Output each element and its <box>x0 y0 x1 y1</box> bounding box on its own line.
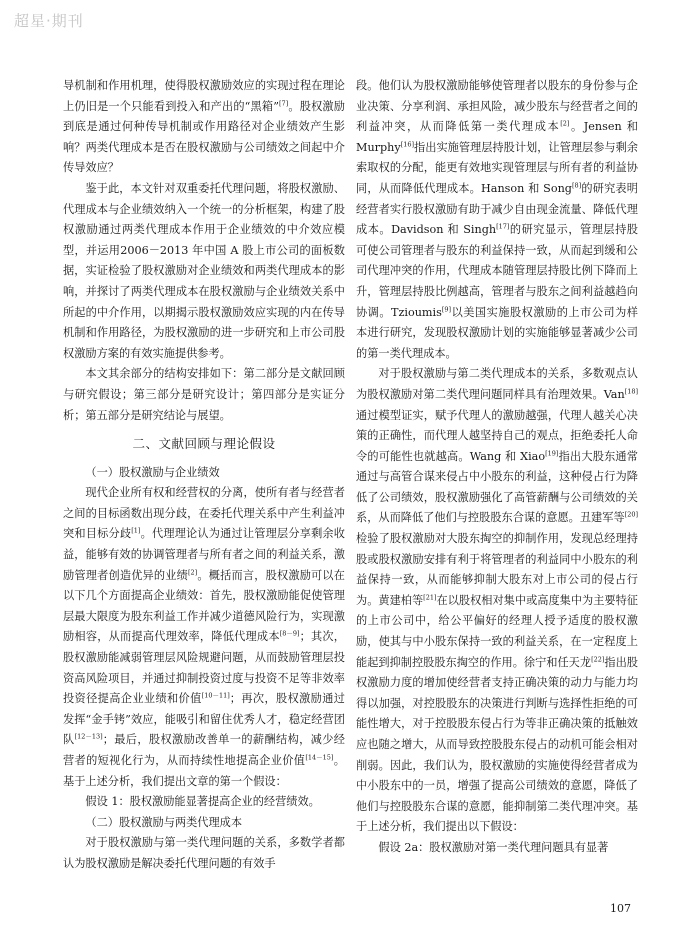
paragraph: 对于股权激励与第二类代理成本的关系，多数观点认为股权激励对第二类代理问题同样具有治理效果。Van[18]通过模型证实，赋予代理人的激励越强，代理人越关心决策的正确性，而代理人越坚持自己的观点，拒绝委托人命令的可能性也就越高。Wang 和 Xiao[19]指出大股东通常通过与高管合谋来侵占中小股东的利益，这种侵占行为降低了公司绩效，股权激励强化了高管薪酬与公司绩效的关系，从而降低了他们与控股股东合谋的意愿。丑建军等[20]检验了股权激励对大股东掏空的抑制作用，发现总经理持股或股权激励安排有利于将管理者的利益同中小股东的利益保持一致，从而能够抑制大股东对上市公司的侵占行为。黄建柏等[21]在以股权相对集中或高度集中为主要特征的上市公司中，给公平偏好的经理人授予适度的股权激励，使其与中小股东保持一致的利益关系，在一定程度上能起到抑制控股股东掏空的作用。徐宁和任天龙[22]指出股权激励力度的增加使经营者支持正确决策的动力与能力均得以加强，对控股股东的决策进行判断与选择性拒绝的可能性增大，对于控股股东侵占行为等非正确决策的抵触效应也随之增大，从而导致控股股东侵占的动机可能会相对削弱。因此，我们认为，股权激励的实施使得经营者成为中小股东中的一员，增强了提高公司绩效的意愿，降低了他们与控股股东合谋的意愿，能抑制第二类代理冲突。基于上述分析，我们提出以下假设： <box>356 367 638 834</box>
hypothesis-2a: 假设 2a：股权激励对第一类代理问题具有显著 <box>378 840 609 854</box>
subsection-heading: （一）股权激励与企业绩效 <box>85 465 220 479</box>
citation: [8－9] <box>279 629 300 638</box>
right-column <box>356 76 638 859</box>
citation: [16] <box>400 140 415 149</box>
citation: [20] <box>624 510 638 519</box>
paragraph: 段。他们认为股权激励能够使管理者以股东的身份参与企业决策、分享利润、承担风险，减少股东与经营者之间的利益冲突，从而降低第一类代理成本[2]。Jensen 和 Murphy[16]指出实施管理层持股计划，让管理层参与剩余索取权的分配，能更有效地实现管理层与所有者的利益协同，从而降低代理成本。Hanson 和 Song[8]的研究表明经营者实行股权激励有助于减少自由现金流量、降低代理成本。Davidson 和 Singh[17]的研究显示，管理层持股可使公司管理者与股东的利益保持一致，从而起到缓和公司代理冲突的作用，代理成本随管理层持股比例下降而上升，管理层持股比例越高，管理者与股东之间利益越趋向协调。Tzioumis[9]以美国实施股权激励的上市公司为样本进行研究，发现股权激励计划的实施能够显著减少公司的第一类代理成本。 <box>356 79 638 360</box>
citation: [14－15] <box>305 753 334 762</box>
paragraph: 对于股权激励与第一类代理问题的关系，多数学者都认为股权激励是解决委托代理问题的有效手 <box>63 836 345 870</box>
paragraph: 现代企业所有权和经营权的分离，使所有者与经营者之间的目标函数出现分歧，在委托代理关系中产生利益冲突和目标分歧[1]。代理理论认为通过让管理层分享剩余收益，能够有效的协调管理者与所有者之间的利益关系，激励管理者创造优异的业绩[2]。概括而言，股权激励可以在以下几个方面提高企业绩效：首先，股权激励能促使管理层最大限度为股东利益工作并减少道德风险行为，实现激励相容，从而提高代理效率，降低代理成本[8－9]；其次，股权激励能减弱管理层风险规避问题，从而鼓励管理层投资高风险项目，并通过抑制投资过度与投资不足等非效率投资径提高企业业绩和价值[10－11]；再次，股权激励通过发挥“金手铐”效应，能吸引和留住优秀人才，稳定经营团队[12－13]；最后，股权激励改善单一的薪酬结构，减少经营者的短视化行为，从而持续性地提高企业价值[14－15]。基于上述分析，我们提出文章的第一个假设： <box>63 486 345 788</box>
citation: [2] <box>560 119 570 128</box>
citation: [8] <box>571 181 582 190</box>
citation: [21] <box>423 593 437 602</box>
paragraph: 本文其余部分的结构安排如下：第二部分是文献回顾与研究假设；第三部分是研究设计；第四部分是实证分析；第五部分是研究结论与展望。 <box>63 367 345 422</box>
paragraph: 导机制和作用机理，使得股权激励效应的实现过程在理论上仍旧是一个只能看到投入和产出的“黑箱”[7]。股权激励到底是通过何种传导机制或作用路径对企业绩效产生影响？两类代理成本是否在股权激励与公司绩效之间起中介传导效应？ <box>63 79 345 175</box>
left-column <box>63 76 345 875</box>
section-heading: 二、文献回顾与理论假设 <box>132 436 276 452</box>
citation: [10－11] <box>201 691 230 700</box>
hypothesis-1: 假设 1：股权激励能显著提高企业的经营绩效。 <box>85 795 320 809</box>
citation: [18] <box>624 387 638 396</box>
citation: [1] <box>131 526 141 535</box>
page-number: 107 <box>610 902 631 915</box>
citation: [12－13] <box>74 732 103 741</box>
journal-watermark: 超星·期刊 <box>14 12 84 30</box>
citation: [17] <box>496 222 510 231</box>
citation: [9] <box>441 304 452 313</box>
subsection-heading: （二）股权激励与两类代理成本 <box>85 815 243 829</box>
citation: [19] <box>545 448 559 457</box>
citation: [22] <box>591 654 605 663</box>
citation: [2] <box>188 567 198 576</box>
citation: [7] <box>278 98 289 107</box>
paragraph: 鉴于此，本文针对双重委托代理问题，将股权激励、代理成本与企业绩效纳入一个统一的分析框架，构建了股权激励通过两类代理成本作用于企业绩效的中介效应模型，并运用2006－2013 年中国 A 股上市公司的面板数据，实证检验了股权激励对企业绩效和两类代理成本的影响，并探讨了两类代理成本在股权激励与企业绩效关系中所起的中介作用，以期揭示股权激励效应实现的内在传导机制和作用路径，为股权激励的进一步研究和上市公司股权激励方案的有效实施提供参考。 <box>63 181 345 360</box>
